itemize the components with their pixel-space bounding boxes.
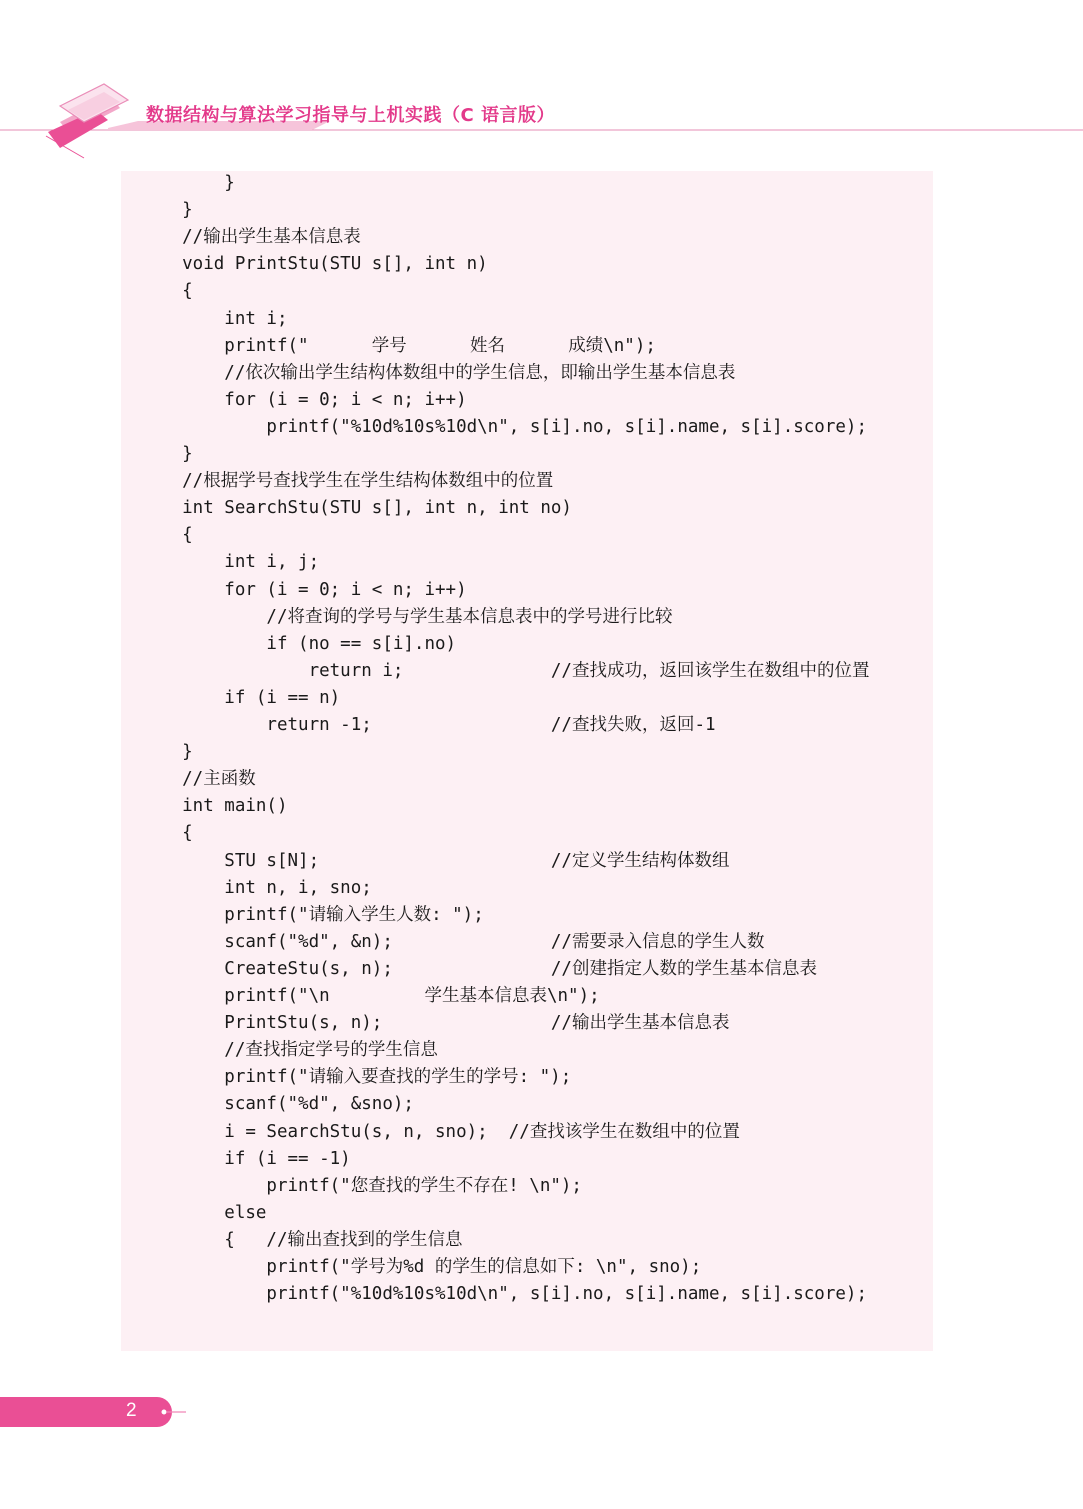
- code-line: //主函数: [140, 769, 256, 790]
- code-line: if (i == n): [140, 687, 341, 708]
- code-line: int SearchStu(STU s[], int n, int no): [140, 498, 572, 519]
- code-line: scanf("%d", &n); //需要录入信息的学生人数: [140, 931, 765, 952]
- code-line: for (i = 0; i < n; i++): [140, 579, 467, 600]
- book-title: 数据结构与算法学习指导与上机实践（C 语言版）: [146, 105, 555, 126]
- code-line: if (i == -1): [140, 1148, 351, 1169]
- code-line: //根据学号查找学生在学生结构体数组中的位置: [140, 471, 554, 492]
- code-line: CreateStu(s, n); //创建指定人数的学生基本信息表: [140, 958, 817, 979]
- code-line: i = SearchStu(s, n, sno); //查找该学生在数组中的位置: [140, 1121, 740, 1142]
- code-line: int i, j;: [140, 552, 320, 573]
- code-line: PrintStu(s, n); //输出学生基本信息表: [140, 1013, 730, 1034]
- code-line: printf("%10d%10s%10d\n", s[i].no, s[i].name, s[i].score);: [140, 416, 867, 437]
- code-line: printf("请输入学生人数: ");: [140, 904, 484, 925]
- page-number-tab: [0, 1397, 172, 1427]
- code-line: //依次输出学生结构体数组中的学生信息，即输出学生基本信息表: [140, 362, 736, 383]
- code-line: printf("学号为%d 的学生的信息如下: \n", sno);: [140, 1257, 702, 1277]
- code-line: STU s[N]; //定义学生结构体数组: [140, 850, 730, 871]
- code-line: {: [140, 525, 193, 546]
- code-line: if (no == s[i].no): [140, 633, 457, 654]
- code-line: }: [140, 173, 235, 193]
- code-line: printf(" 学号 姓名 成绩\n");: [140, 335, 656, 356]
- code-line: }: [140, 200, 193, 221]
- code-line: //输出学生基本信息表: [140, 227, 361, 248]
- code-line: int n, i, sno;: [140, 877, 372, 898]
- code-line: scanf("%d", &sno);: [140, 1094, 414, 1115]
- code-line: else: [140, 1202, 267, 1223]
- code-line: { //输出查找到的学生信息: [140, 1229, 463, 1250]
- code-line: printf("%10d%10s%10d\n", s[i].no, s[i].name, s[i].score);: [140, 1284, 867, 1305]
- code-line: void PrintStu(STU s[], int n): [140, 254, 488, 275]
- page-header: [0, 70, 1083, 170]
- code-line: for (i = 0; i < n; i++): [140, 389, 467, 410]
- code-line: return -1; //查找失败，返回-1: [140, 715, 716, 735]
- code-line: printf("您查找的学生不存在! \n");: [140, 1175, 582, 1196]
- code-line: //查找指定学号的学生信息: [140, 1040, 438, 1061]
- code-line: }: [140, 742, 193, 763]
- page-number: 2: [126, 1400, 137, 1421]
- code-line: printf("\n 学生基本信息表\n");: [140, 986, 600, 1006]
- code-line: int i;: [140, 308, 288, 329]
- code-line: {: [140, 281, 193, 302]
- page-arrow-icon: [158, 1404, 188, 1420]
- code-line: int main(): [140, 796, 288, 817]
- code-line: }: [140, 444, 193, 464]
- code-line: printf("请输入要查找的学生的学号: ");: [140, 1067, 572, 1088]
- code-line: //将查询的学号与学生基本信息表中的学号进行比较: [140, 606, 673, 627]
- code-line: return i; //查找成功，返回该学生在数组中的位置: [140, 660, 870, 681]
- code-line: {: [140, 823, 193, 844]
